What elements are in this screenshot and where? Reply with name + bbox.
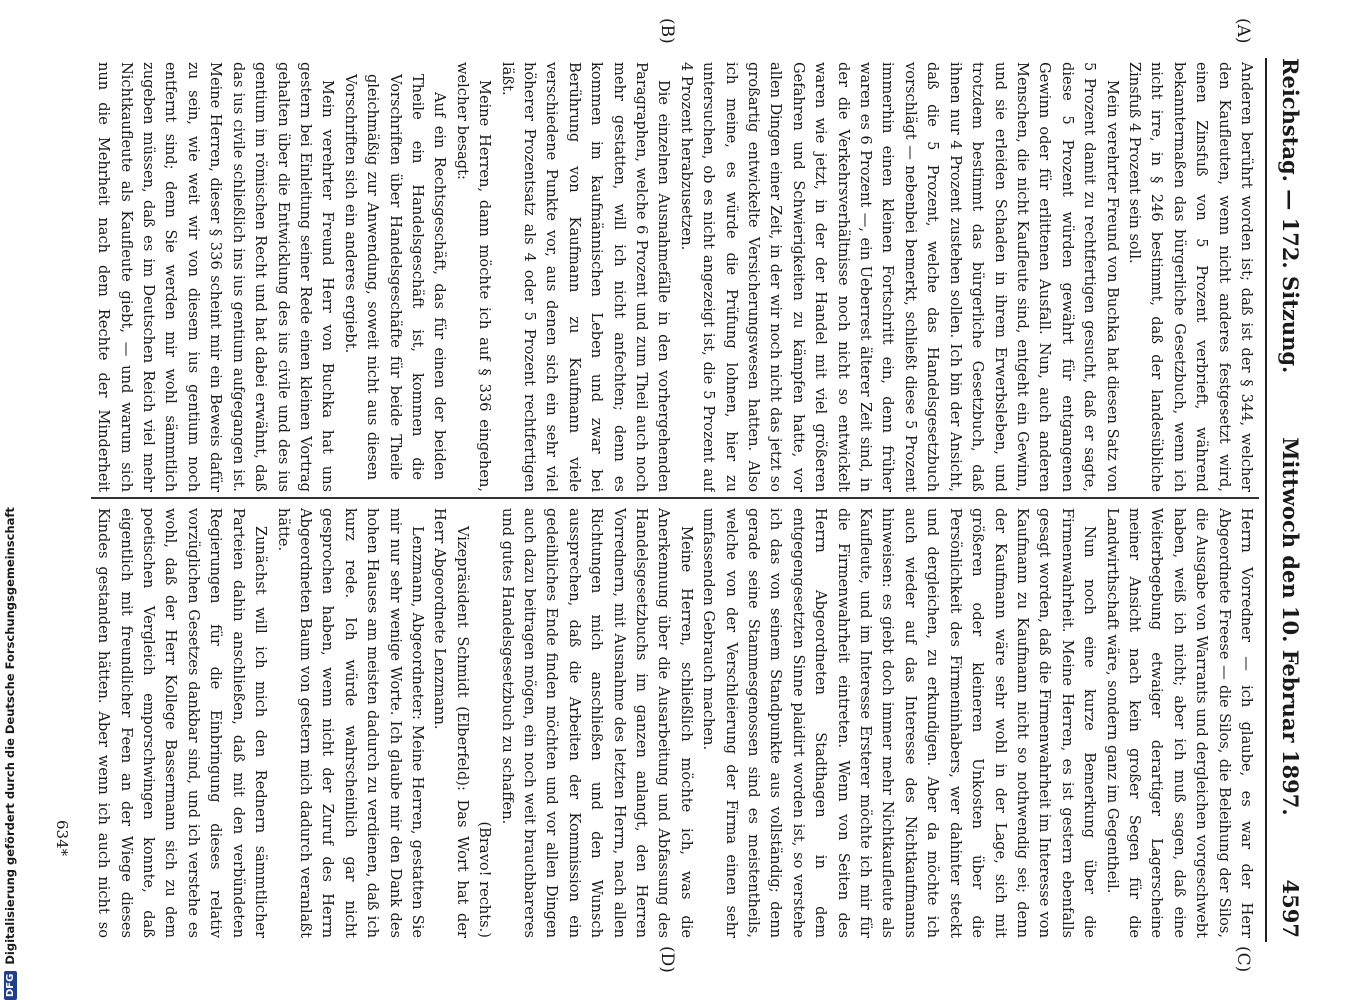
paragraph: Anderen berührt worden ist; daß ist der § 344, welcher den Kaufleuten, wenn nicht anderes festgesetzt wird, einen Zinsfuß von 5 Prozent verbrieft, während bekanntermaßen das bürgerliche Gesetzbuch, wenn ich nicht irre, in § 246 bestimmt, daß der landesübliche Zinsfuß 4 Prozent sein soll. — [1125, 62, 1255, 492]
left-column — [89, 62, 1257, 492]
dfg-logo: DFG — [4, 971, 17, 1000]
signature-mark: 634* — [53, 820, 71, 857]
paragraph: Mein verehrter Freund Herr von Buchka hat uns gestern bei Einleitung seiner Rede einen kleinen Vortrag gehalten über die Entwicklung des ius civile und des ius gentium im römischen Recht und hat dabei erwähnt, daß das ius civile schließlich ins ius gentium aufgegangen ist. Meine Herren, dieser § 336 scheint mir ein Beweis dafür zu sein, wie weit wir von diesem ius gentium noch entfernt sind; denn Sie werden mir wohl sämmtlich zugeben müssen, daß es im Deutschen Reich viel mehr Nichtkaufleute als Kaufleute giebt, — und warum sich nun die Mehrheit nach dem Rechte der Minderheit — [95, 62, 337, 492]
interjection: (Bravo! rechts.) — [476, 821, 494, 938]
column-divider — [91, 497, 1259, 499]
header-left: Reichstag. — 172. Sitzung. — [1278, 58, 1304, 374]
paragraph: Meine Herren, schließlich möchte ich, was die Anerkennung über die Ausarbeitung und Abfassung des Handelsgesetzbuchs im ganzen anlangt, den Herren Vorrednern, mit Ausnahme des letzten Herrn, nach allen Richtungen mich anschließen und den Wunsch aussprechen, daß die Arbeiten der Kommission ein gedeihliches Ende finden möchten und vor allen Dingen auch dazu beitragen mögen, ein noch weit brauchbareres und gutes Handelsgesetzbuch zu schaffen. — [498, 508, 695, 938]
page-number: 4597 — [1278, 879, 1304, 938]
margin-mark-c: (C) — [1233, 946, 1253, 973]
running-header — [1271, 58, 1311, 938]
paragraph: Die einzelnen Ausnahmefälle in den vorhergehenden Paragraphen, welche 6 Prozent und zum Theil auch noch mehr gestatten, will ich nicht anfechten; denn es kommen im kaufmännischen Leben und zwar bei Berührung von Kaufmann zu Kaufmann viele verschiedene Punkte vor, aus denen sich ein sehr viel höherer Prozentsatz als 4 oder 5 Prozent rechtfertigen läßt. — [498, 62, 673, 492]
paragraph: Mein verehrter Freund von Buchka hat diesen Satz von 5 Prozent damit zu rechtfertigen gesucht, daß er sagte, diese 5 Prozent würden gewährt für entgangenen Gewinn oder für erlittenen Ausfall. Nun, auch anderen Menschen, die nicht Kaufleute sind, entgeht ein Gewinn, und sie erleiden Schaden in ihrem Erwerbsleben, und trotzdem bestimmt das bürgerliche Gesetzbuch, daß ihnen nur 4 Prozent zustehen sollen. Ich bin der Ansicht, daß die 5 Prozent, welche das Handelsgesetzbuch vorschlägt — nebenbei bemerkt, schließt diese 5 Prozent immerhin einen kleinen Fortschritt ein, denn früher waren es 6 Prozent —, ein Ueberrest älterer Zeit sind, in der die Verkehrsverhältnisse noch nicht so entwickelt waren wie jetzt, in der der Handel mit viel größeren Gefahren und Schwierigkeiten zu kämpfen hatte, vor allen Dingen einer Zeit, in der wir noch nicht das jetzt so großartig entwickelte Versicherungswesen hatten. Also ich meine, es würde die Prüfung lohnen, hier zu untersuchen, ob es nicht angezeigt ist, die 5 Prozent auf 4 Prozent herabzusetzen. — [677, 62, 1121, 492]
paragraph: Herrn Vorredner — ich glaube, es war der Herr Abgeordnete Freese — die Silos, die Beleihung der Silos, die Ausgabe von Warrants und dergleichen vorgeschwebt haben, weiß ich nicht; aber ich muß sagen, daß eine Weiterbegebung etwaiger derartiger Lagerscheine meiner Ansicht nach kein großer Segen für die Landwirthschaft wäre, sondern ganz im Gegentheil. — [1103, 508, 1255, 938]
paragraph: Vizepräsident Schmidt (Elberfeld): Das Wort hat der Herr Abgeordnete Lenzmann. — [431, 508, 471, 938]
right-column — [89, 508, 1257, 938]
header-rule — [1265, 58, 1267, 942]
digitization-credit — [0, 507, 20, 1000]
paragraph: Lenzmann, Abgeordneter: Meine Herren, gestatten Sie mir nur sehr wenige Worte. Ich glaube mir den Dank des hohen Hauses am meisten dadurch zu verdienen, daß ich kurz rede. Ich würde wahrscheinlich gar nicht gesprochen haben, wenn nicht der Zuruf des Herrn Abgeordneten Baum von gestern mich dadurch veranlaßt hätte. — [274, 508, 426, 938]
margin-mark-b: (B) — [657, 18, 677, 44]
margin-mark-a: (A) — [1233, 18, 1253, 44]
paragraph: Meine Herren, dann möchte ich auf § 336 eingehen, welcher besagt: — [453, 62, 494, 492]
margin-mark-d: (D) — [657, 946, 677, 973]
block-quote: Auf ein Rechtsgeschäft, das für einen der beiden Theile ein Handelsgeschäft ist, kommen die Vorschriften über Handelsgeschäfte für beide Theile gleichmäßig zur Anwendung, soweit nicht aus diesen Vorschriften sich ein anderes ergiebt. — [341, 74, 449, 480]
credit-text: Digitalisierung gefördert durch die Deutsche Forschungsgemeinschaft — [3, 507, 17, 965]
header-date: Mittwoch den 10. Februar 1897. — [1278, 437, 1304, 816]
paragraph: Nun noch eine kurze Bemerkung über die Firmenwahrheit. Meine Herren, es ist gestern ebenfalls gesagt worden, daß die Firmenwahrheit im Interesse von Kaufmann zu Kaufmann nicht so nothwendig sei; denn der Kaufmann wäre sehr wohl in der Lage, sich mit größeren oder kleineren Unkosten über die Persönlichkeit des Firmeninhabers, wer dahinter steckt und dergleichen, zu erkundigen. Aber da möchte ich auch wieder auf das Interesse des Nichtkaufmanns hinweisen: es giebt doch immer mehr Nichtkaufleute als Kaufleute, und im Interesse Ersterer möchte ich mir für die Firmenwahrheit eintreten. Wenn von Seiten des Herrn Abgeordneten Stadthagen in dem entgegengesetzten Sinne plaidirt worden ist, so verstehe ich das von seinem Standpunkte aus vollständig; denn gerade seine Stammesgenossen sind es meistentheils, welche von der Verschleierung der Firma einen sehr umfassenden Gebrauch machen. — [700, 508, 1099, 938]
paragraph: Zunächst will ich mich den Rednern sämmtlicher Parteien dahin anschließen, daß mit den verbündeten Regierungen für die Einbringung dieses relativ vorzüglichen Gesetzes dankbar sind, und ich verstehe es wohl, daß der Herr Kollege Bassermann sich zu dem poetischen Vergleich emporschwingen konnte, daß eigentlich mit freundlicher Feen an der Wiege dieses Kindes gestanden hätten. Aber wenn ich auch nicht so — [95, 508, 270, 938]
